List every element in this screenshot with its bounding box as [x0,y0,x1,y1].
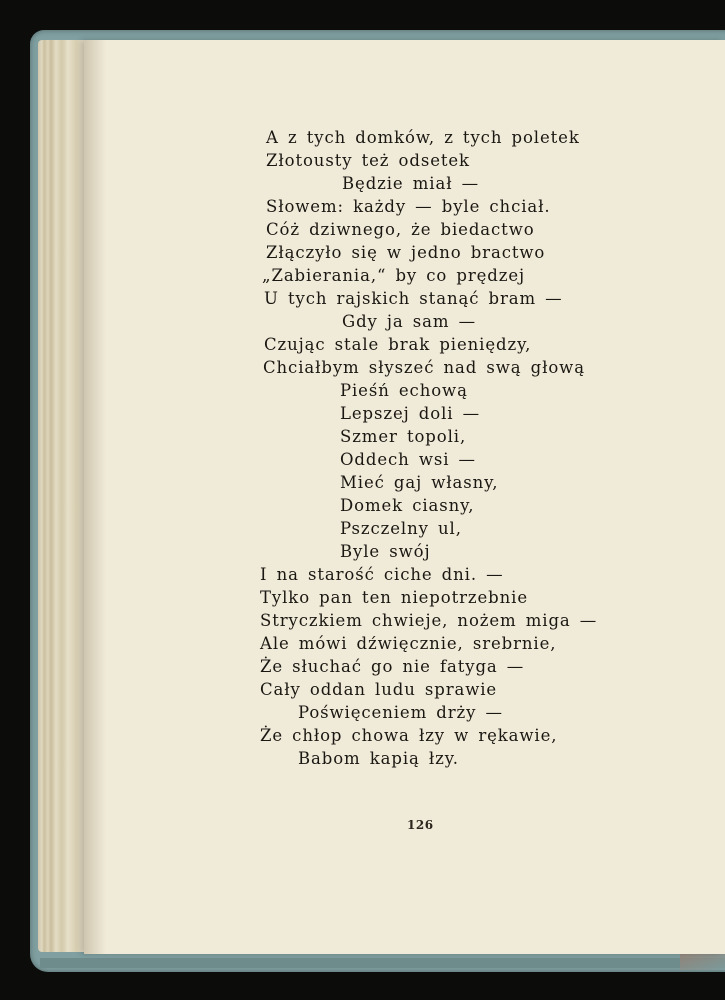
poem-line: Że chłop chowa łzy w rękawie, [260,726,558,745]
poem-line: Mieć gaj własny, [340,473,499,492]
poem-line: Złączyło się w jedno bractwo [266,243,546,262]
poem-line: Stryczkiem chwieje, nożem miga — [260,611,598,630]
poem-line: Słowem: każdy — byle chciał. [266,197,551,216]
poem-line: Babom kapią łzy. [298,749,459,768]
poem-line: Pszczelny ul, [340,519,462,538]
poem-line: Gdy ja sam — [342,312,477,331]
poem-line: Szmer topoli, [340,427,467,446]
poem-line: Domek ciasny, [340,496,475,515]
poem-line: Czując stale brak pieniędzy, [264,335,532,354]
poem-line: U tych rajskich stanąć bram — [264,289,563,308]
poem-line: Złotousty też odsetek [266,151,470,170]
poem-line: Byle swój [340,542,431,561]
poem-line: Tylko pan ten niepotrzebnie [260,588,528,607]
poem-line: Oddech wsi — [340,450,476,469]
poem-line: A z tych domków, z tych poletek [266,128,580,147]
poem-line: I na starość ciche dni. — [260,565,504,584]
poem-line: Poświęceniem drży — [298,703,503,722]
poem-line: Cały oddan ludu sprawie [260,680,498,699]
page-number: 126 [407,818,434,832]
poem-line: Chciałbym słyszeć nad swą głową [263,358,585,377]
poem-line: „Zabierania,“ by co prędzej [262,266,526,285]
poem-line: Pieśń echową [340,381,468,400]
poem-line: Lepszej doli — [340,404,480,423]
poem-line: Że słuchać go nie fatyga — [260,657,525,676]
poem-line: Cóż dziwnego, że biedactwo [266,220,535,239]
poem-line: Będzie miał — [342,174,479,193]
poem-line: Ale mówi dźwięcznie, srebrnie, [260,634,557,653]
